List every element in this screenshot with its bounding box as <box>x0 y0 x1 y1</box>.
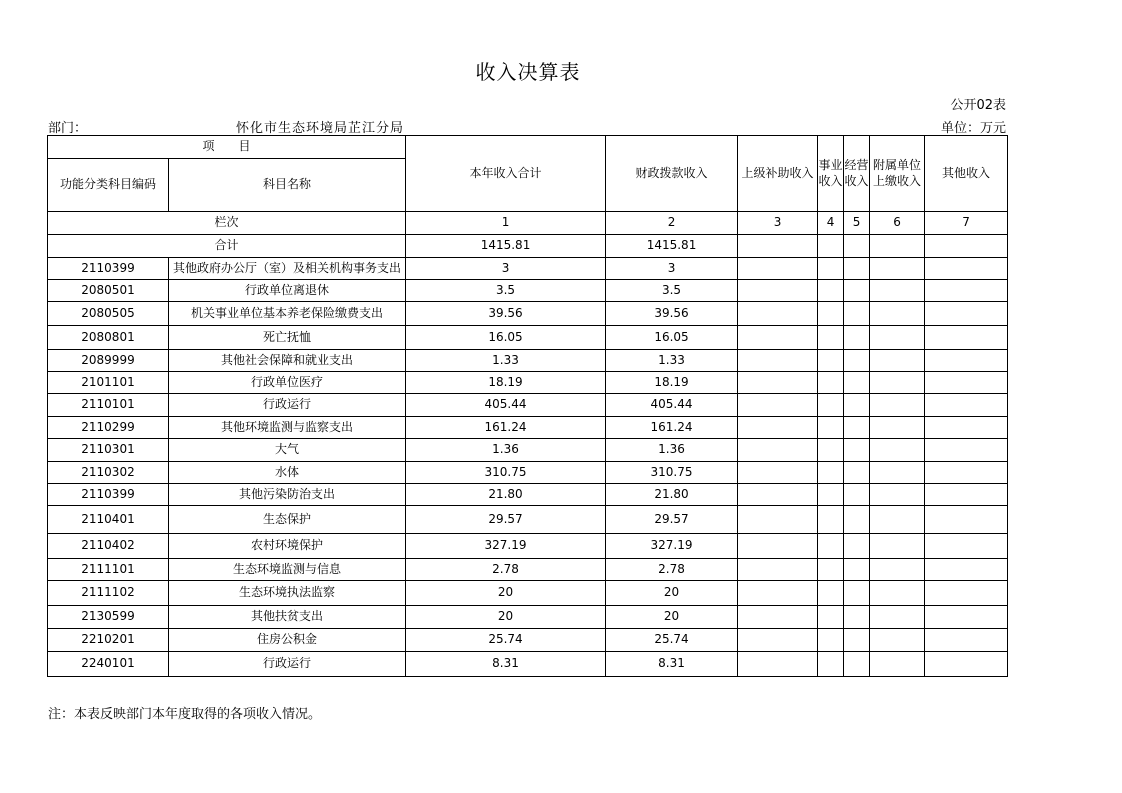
row-code: 2080801 <box>48 326 169 350</box>
row-fiscal: 161.24 <box>606 417 738 439</box>
row-code: 2110402 <box>48 534 169 559</box>
empty-cell <box>870 652 925 677</box>
empty-cell <box>738 326 818 350</box>
column-number: 1 <box>406 212 606 235</box>
header-item: 项 目 <box>48 136 406 159</box>
empty-cell <box>844 350 870 372</box>
row-fiscal: 3 <box>606 258 738 280</box>
row-name: 生态环境执法监察 <box>169 581 406 606</box>
empty-cell <box>870 235 925 258</box>
empty-cell <box>844 372 870 394</box>
table-row <box>48 439 1008 462</box>
empty-cell <box>738 394 818 417</box>
empty-cell <box>925 506 1008 534</box>
table-row <box>48 280 1008 302</box>
empty-cell <box>738 506 818 534</box>
empty-cell <box>844 235 870 258</box>
empty-cell <box>738 417 818 439</box>
header-business-line1: 经营 <box>844 157 869 172</box>
table-row <box>48 326 1008 350</box>
summary-row <box>48 235 1008 258</box>
row-code: 2111101 <box>48 559 169 581</box>
empty-cell <box>844 280 870 302</box>
empty-cell <box>818 462 844 484</box>
unit-label: 单位：万元 <box>940 121 1006 136</box>
footnote: 注：本表反映部门本年度取得的各项收入情况。 <box>48 707 322 722</box>
empty-cell <box>870 629 925 652</box>
row-name: 行政单位离退休 <box>169 280 406 302</box>
empty-cell <box>844 258 870 280</box>
column-number: 4 <box>818 212 844 235</box>
row-total: 405.44 <box>406 394 606 417</box>
empty-cell <box>818 581 844 606</box>
empty-cell <box>925 652 1008 677</box>
row-fiscal: 3.5 <box>606 280 738 302</box>
header-career <box>818 136 844 212</box>
empty-cell <box>844 652 870 677</box>
summary-fiscal: 1415.81 <box>606 235 738 258</box>
column-number: 5 <box>844 212 870 235</box>
header-career-line1: 事业 <box>818 157 843 172</box>
row-name: 住房公积金 <box>169 629 406 652</box>
row-code: 2130599 <box>48 606 169 629</box>
row-name: 死亡抚恤 <box>169 326 406 350</box>
header-affiliated-line1: 附属单位 <box>873 157 922 172</box>
header-business-line2: 收入 <box>844 173 869 188</box>
empty-cell <box>925 484 1008 506</box>
empty-cell <box>925 606 1008 629</box>
row-total: 18.19 <box>406 372 606 394</box>
empty-cell <box>738 559 818 581</box>
empty-cell <box>870 506 925 534</box>
table-row <box>48 629 1008 652</box>
empty-cell <box>870 394 925 417</box>
column-number-row <box>48 212 1008 235</box>
empty-cell <box>818 629 844 652</box>
empty-cell <box>818 439 844 462</box>
empty-cell <box>818 559 844 581</box>
empty-cell <box>818 350 844 372</box>
empty-cell <box>844 302 870 326</box>
header-career-line2: 收入 <box>818 173 843 188</box>
table-row <box>48 581 1008 606</box>
empty-cell <box>844 484 870 506</box>
empty-cell <box>925 235 1008 258</box>
column-number: 7 <box>925 212 1008 235</box>
empty-cell <box>818 326 844 350</box>
row-total: 25.74 <box>406 629 606 652</box>
table-row <box>48 534 1008 559</box>
row-total: 161.24 <box>406 417 606 439</box>
row-name: 机关事业单位基本养老保险缴费支出 <box>169 302 406 326</box>
empty-cell <box>925 581 1008 606</box>
row-fiscal: 327.19 <box>606 534 738 559</box>
header-row-1 <box>48 136 1008 159</box>
column-number-label: 栏次 <box>48 212 406 235</box>
page-title: 收入决算表 <box>475 60 581 84</box>
row-name: 其他污染防治支出 <box>169 484 406 506</box>
empty-cell <box>925 462 1008 484</box>
empty-cell <box>738 606 818 629</box>
empty-cell <box>870 606 925 629</box>
table-row <box>48 652 1008 677</box>
table-row <box>48 484 1008 506</box>
empty-cell <box>925 439 1008 462</box>
row-fiscal: 2.78 <box>606 559 738 581</box>
empty-cell <box>844 439 870 462</box>
row-fiscal: 39.56 <box>606 302 738 326</box>
table-row <box>48 372 1008 394</box>
header-code: 功能分类科目编码 <box>48 159 169 212</box>
empty-cell <box>844 534 870 559</box>
row-fiscal: 1.36 <box>606 439 738 462</box>
row-total: 8.31 <box>406 652 606 677</box>
row-total: 1.33 <box>406 350 606 372</box>
empty-cell <box>870 559 925 581</box>
empty-cell <box>738 258 818 280</box>
row-total: 310.75 <box>406 462 606 484</box>
empty-cell <box>925 258 1008 280</box>
empty-cell <box>738 439 818 462</box>
empty-cell <box>818 394 844 417</box>
empty-cell <box>818 484 844 506</box>
row-code: 2110401 <box>48 506 169 534</box>
empty-cell <box>844 462 870 484</box>
row-total: 2.78 <box>406 559 606 581</box>
row-name: 其他社会保障和就业支出 <box>169 350 406 372</box>
row-code: 2101101 <box>48 372 169 394</box>
table-row <box>48 462 1008 484</box>
row-code: 2110101 <box>48 394 169 417</box>
empty-cell <box>925 559 1008 581</box>
row-code: 2110302 <box>48 462 169 484</box>
empty-cell <box>925 326 1008 350</box>
empty-cell <box>818 235 844 258</box>
row-name: 行政单位医疗 <box>169 372 406 394</box>
row-code: 2110399 <box>48 258 169 280</box>
department-name: 怀化市生态环境局芷江分局 <box>236 121 405 136</box>
row-name: 其他政府办公厅（室）及相关机构事务支出 <box>169 258 406 280</box>
row-total: 21.80 <box>406 484 606 506</box>
empty-cell <box>818 302 844 326</box>
form-number: 公开02表 <box>950 98 1006 113</box>
row-code: 2089999 <box>48 350 169 372</box>
empty-cell <box>738 372 818 394</box>
row-name: 行政运行 <box>169 394 406 417</box>
row-fiscal: 16.05 <box>606 326 738 350</box>
empty-cell <box>925 629 1008 652</box>
row-code: 2110301 <box>48 439 169 462</box>
row-fiscal: 21.80 <box>606 484 738 506</box>
empty-cell <box>844 417 870 439</box>
empty-cell <box>818 606 844 629</box>
empty-cell <box>870 326 925 350</box>
empty-cell <box>818 506 844 534</box>
header-affiliated-line2: 上缴收入 <box>873 173 922 188</box>
empty-cell <box>925 534 1008 559</box>
empty-cell <box>870 280 925 302</box>
table-row <box>48 394 1008 417</box>
empty-cell <box>844 559 870 581</box>
empty-cell <box>818 534 844 559</box>
row-total: 3.5 <box>406 280 606 302</box>
row-fiscal: 405.44 <box>606 394 738 417</box>
header-fiscal: 财政拨款收入 <box>606 136 738 212</box>
income-table <box>47 135 1008 677</box>
empty-cell <box>870 534 925 559</box>
empty-cell <box>844 394 870 417</box>
row-total: 16.05 <box>406 326 606 350</box>
row-name: 大气 <box>169 439 406 462</box>
column-number: 6 <box>870 212 925 235</box>
row-code: 2110399 <box>48 484 169 506</box>
empty-cell <box>738 629 818 652</box>
row-code: 2080501 <box>48 280 169 302</box>
row-code: 2111102 <box>48 581 169 606</box>
empty-cell <box>870 462 925 484</box>
row-fiscal: 25.74 <box>606 629 738 652</box>
column-number: 3 <box>738 212 818 235</box>
empty-cell <box>844 506 870 534</box>
empty-cell <box>925 417 1008 439</box>
header-affiliated <box>870 136 925 212</box>
header-other: 其他收入 <box>925 136 1008 212</box>
row-total: 327.19 <box>406 534 606 559</box>
empty-cell <box>738 350 818 372</box>
table-row <box>48 417 1008 439</box>
empty-cell <box>925 394 1008 417</box>
row-name: 生态环境监测与信息 <box>169 559 406 581</box>
summary-total: 1415.81 <box>406 235 606 258</box>
row-total: 1.36 <box>406 439 606 462</box>
empty-cell <box>818 652 844 677</box>
empty-cell <box>738 484 818 506</box>
table-row <box>48 258 1008 280</box>
empty-cell <box>870 350 925 372</box>
department-label: 部门： <box>48 121 88 136</box>
empty-cell <box>738 534 818 559</box>
row-name: 行政运行 <box>169 652 406 677</box>
empty-cell <box>738 652 818 677</box>
table-row <box>48 606 1008 629</box>
table-body <box>48 136 1008 677</box>
empty-cell <box>925 350 1008 372</box>
row-code: 2080505 <box>48 302 169 326</box>
table-row <box>48 302 1008 326</box>
empty-cell <box>818 280 844 302</box>
header-business <box>844 136 870 212</box>
empty-cell <box>844 629 870 652</box>
empty-cell <box>738 302 818 326</box>
row-total: 3 <box>406 258 606 280</box>
empty-cell <box>844 606 870 629</box>
row-total: 39.56 <box>406 302 606 326</box>
empty-cell <box>844 581 870 606</box>
empty-cell <box>818 372 844 394</box>
empty-cell <box>925 302 1008 326</box>
empty-cell <box>818 258 844 280</box>
row-code: 2210201 <box>48 629 169 652</box>
header-name: 科目名称 <box>169 159 406 212</box>
summary-label: 合计 <box>48 235 406 258</box>
row-fiscal: 1.33 <box>606 350 738 372</box>
row-total: 20 <box>406 606 606 629</box>
table-row <box>48 506 1008 534</box>
empty-cell <box>844 326 870 350</box>
empty-cell <box>818 417 844 439</box>
row-name: 其他环境监测与监察支出 <box>169 417 406 439</box>
empty-cell <box>870 302 925 326</box>
row-total: 20 <box>406 581 606 606</box>
empty-cell <box>738 581 818 606</box>
row-code: 2240101 <box>48 652 169 677</box>
row-name: 其他扶贫支出 <box>169 606 406 629</box>
empty-cell <box>738 235 818 258</box>
empty-cell <box>738 280 818 302</box>
empty-cell <box>925 372 1008 394</box>
empty-cell <box>870 484 925 506</box>
empty-cell <box>870 581 925 606</box>
empty-cell <box>870 417 925 439</box>
row-fiscal: 310.75 <box>606 462 738 484</box>
row-fiscal: 29.57 <box>606 506 738 534</box>
header-superior: 上级补助收入 <box>738 136 818 212</box>
row-fiscal: 8.31 <box>606 652 738 677</box>
empty-cell <box>870 372 925 394</box>
empty-cell <box>738 462 818 484</box>
table-row <box>48 559 1008 581</box>
row-name: 生态保护 <box>169 506 406 534</box>
row-name: 农村环境保护 <box>169 534 406 559</box>
row-name: 水体 <box>169 462 406 484</box>
row-code: 2110299 <box>48 417 169 439</box>
empty-cell <box>870 439 925 462</box>
empty-cell <box>870 258 925 280</box>
header-total: 本年收入合计 <box>406 136 606 212</box>
row-total: 29.57 <box>406 506 606 534</box>
empty-cell <box>925 280 1008 302</box>
table-row <box>48 350 1008 372</box>
row-fiscal: 20 <box>606 581 738 606</box>
row-fiscal: 20 <box>606 606 738 629</box>
row-fiscal: 18.19 <box>606 372 738 394</box>
column-number: 2 <box>606 212 738 235</box>
